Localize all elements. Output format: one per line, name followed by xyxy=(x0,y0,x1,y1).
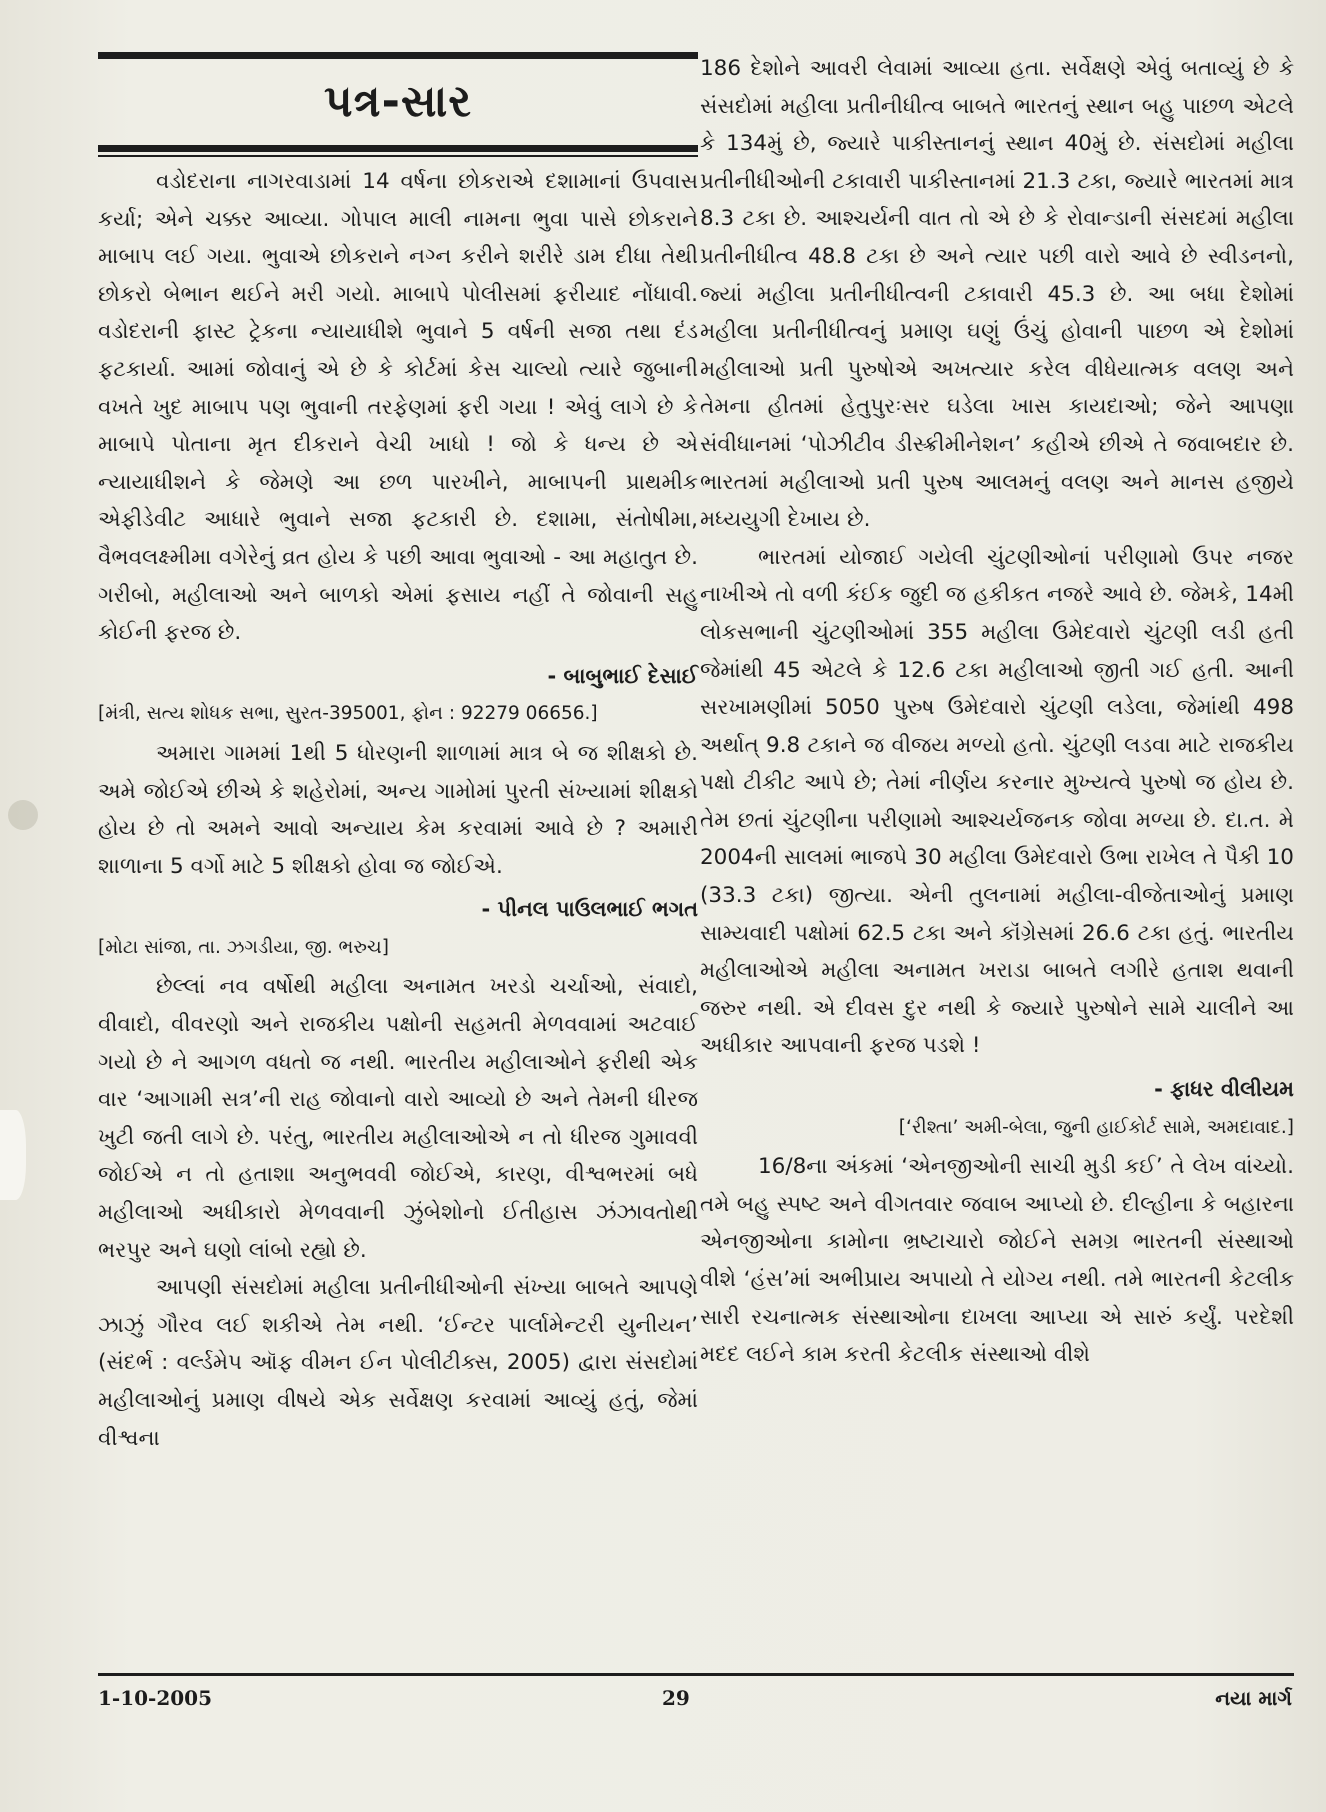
letter-body: અમારા ગામમાં 1થી 5 ધોરણની શાળામાં માત્ર બે જ શીક્ષકો છે. અમે જોઈએ છીએ કે શહેરોમાં, અન્ય ગામોમાં પુરતી સંખ્યામાં શીક્ષકો હોય છે તો અમને આવો અન્યાય કેમ કરવામાં આવે છે ? અમારી શાળાના 5 વર્ગો માટે 5 શીક્ષકો હોવા જ જોઈએ. xyxy=(98,740,698,879)
letter-signature: - ફાધર વીલીયમ xyxy=(1154,1077,1294,1102)
letter-body: છેલ્લાં નવ વર્ષોથી મહીલા અનામત ખરડો ચર્ચાઓ, સંવાદો, વીવાદો, વીવરણો અને રાજકીય પક્ષોની સહમતી મેળવવામાં અટવાઈ ગયો છે ને આગળ વધતો જ નથી. ભારતીય મહીલાઓને ફરીથી એક વાર ‘આગામી સત્ર’ની રાહ જોવાનો વારો આવ્યો છે અને તેમની ધીરજ ખુટી જતી લાગે છે. પરંતુ, ભારતીય મહીલાઓએ ન તો ધીરજ ગુમાવવી જોઈએ ન તો હતાશા અનુભવવી જોઈએ, કારણ, વીશ્વભરમાં બધે મહીલાઓ અધીકારો મેળવવાની ઝુંબેશોનો ઈતીહાસ ઝંઝાવતોથી ભરપુર અને ઘણો લાંબો રહ્યો છે. xyxy=(98,974,698,1263)
letter-address: [‘રીશ્તા’ અમી-બેલા, જુની હાઈકોર્ટ સામે, અમદાવાદ.] xyxy=(898,1116,1294,1138)
paper-stain xyxy=(8,800,38,830)
letter-body: વડોદરાના નાગરવાડામાં 14 વર્ષના છોકરાએ દશામાનાં ઉપવાસ કર્યા; એને ચક્કર આવ્યા. ગોપાલ માલી નામના ભુવા પાસે છોકરાને માબાપ લઈ ગયા. ભુવાએ છોકરાને નગ્ન કરીને શરીરે ડામ દીધા તેથી છોકરો બેભાન થઈને મરી ગયો. માબાપે પોલીસમાં ફરીયાદ નોંધાવી. વડોદરાની ફાસ્ટ ટ્રેકના ન્યાયાધીશે ભુવાને 5 વર્ષની સજા તથા દંડ ફટકાર્યા. આમાં જોવાનું એ છે કે કોર્ટમાં કેસ ચાલ્યો ત્યારે જુબાની વખતે ખુદ માબાપ પણ ભુવાની તરફેણમાં ફરી ગયા ! એવું લાગે છે કે માબાપે પોતાના મૃત દીકરાને વેચી ખાધો ! જો કે ધન્ય છે એ ન્યાયાધીશને કે જેમણે આ છળ પારખીને, માબાપની પ્રાથમીક એફીડેવીટ આધારે ભુવાને સજા ફટકારી છે. દશામા, સંતોષીમા, વૈભવલક્ષ્મીમા વગેરેનું વ્રત હોય કે પછી આવા ભુવાઓ - આ મહાતુત છે. ગરીબો, મહીલાઓ અને બાળકો એમાં ફસાય નહીં તે જોવાની સહુ કોઈની ફરજ છે. xyxy=(98,169,698,646)
letter-signature: - બાબુભાઈ દેસાઈ xyxy=(547,663,698,688)
letter-body: આપણી સંસદોમાં મહીલા પ્રતીનીધીઓની સંખ્યા બાબતે આપણે ઝાઝું ગૌરવ લઈ શકીએ તેમ નથી. ‘ઈન્ટર પાર્લામેન્ટરી યુનીયન’ (સંદર્ભ : વર્લ્ડમેપ ઑફ વીમન ઈન પોલીટીક્સ, 2005) દ્વારા સંસદોમાં મહીલાઓનું પ્રમાણ વીષયે એક સર્વેક્ષણ કરવામાં આવ્યું હતું, જેમાં વીશ્વના xyxy=(98,1275,698,1451)
magazine-name: નયા માર્ગ xyxy=(1215,1686,1292,1710)
letter-signature: - પીનલ પાઉલભાઈ ભગત xyxy=(481,897,698,922)
letter-body-continued: 186 દેશોને આવરી લેવામાં આવ્યા હતા. સર્વેક્ષણે એવું બતાવ્યું છે કે સંસદોમાં મહીલા પ્રતીનીધીત્વ બાબતે ભારતનું સ્થાન બહુ પાછળ એટલે કે 134મું છે, જ્યારે પાકીસ્તાનનું સ્થાન 40મું છે. સંસદોમાં મહીલા પ્રતીનીધીઓની ટકાવારી પાકીસ્તાનમાં 21.3 ટકા, જ્યારે ભારતમાં માત્ર 8.3 ટકા છે. આશ્ચર્યની વાત તો એ છે કે રોવાન્ડાની સંસદમાં મહીલા પ્રતીનીધીત્વ 48.8 ટકા છે અને ત્યાર પછી વારો આવે છે સ્વીડનનો, જ્યાં મહીલા પ્રતીનીધીત્વની ટકાવારી 45.3 છે. આ બધા દેશોમાં મહીલા પ્રતીનીધીત્વનું પ્રમાણ ઘણું ઉંચું હોવાની પાછળ એ દેશોમાં મહીલાઓ પ્રતી પુરુષોએ અખત્યાર કરેલ વીધેયાત્મક વલણ અને તેમના હીતમાં હેતુપુરઃસર ઘડેલા ખાસ કાયદાઓ; જેને આપણા સંવીધાનમાં ‘પોઝીટીવ ડીસ્ક્રીમીનેશન’ કહીએ છીએ તે જવાબદાર છે. ભારતમાં મહીલાઓ પ્રતી પુરુષ આલમનું વલણ અને માનસ હજીયે મધ્યયુગી દેખાય છે. xyxy=(700,56,1294,533)
letter-body: 16/8ના અંકમાં ‘એનજીઓની સાચી મુડી કઈ’ તે લેખ વાંચ્યો. તમે બહુ સ્પષ્ટ અને વીગતવાર જવાબ આપ્યો છે. દીલ્હીના કે બહારના એનજીઓના કામોના ભ્રષ્ટાચારો જોઈને સમગ્ર ભારતની સંસ્થાઓ વીશે ‘હંસ’માં અભીપ્રાય અપાયો તે યોગ્ય નથી. તમે ભારતની કેટલીક સારી રચનાત્મક સંસ્થાઓના દાખલા આપ્યા એ સારું કર્યું. પરદેશી મદદ લઈને કામ કરતી કેટલીક સંસ્થાઓ વીશે xyxy=(700,1154,1294,1368)
right-column xyxy=(700,50,1294,1374)
issue-date: 1-10-2005 xyxy=(98,1686,213,1710)
letter-address: [મોટા સાંજા, તા. ઝગડીયા, જી. ભરુચ] xyxy=(98,936,389,958)
page-number: 29 xyxy=(662,1686,690,1710)
letter-body: ભારતમાં યોજાઈ ગયેલી ચુંટણીઓનાં પરીણામો ઉપર નજર નાખીએ તો વળી કંઈક જુદી જ હકીકત નજરે આવે છે. જેમકે, 14મી લોકસભાની ચુંટણીઓમાં 355 મહીલા ઉમેદવારો ચુંટણી લડી હતી જેમાંથી 45 એટલે કે 12.6 ટકા મહીલાઓ જીતી ગઈ હતી. આની સરખામણીમાં 5050 પુરુષ ઉમેદવારો ચુંટણી લડેલા, જેમાંથી 498 અર્થાત્ 9.8 ટકાને જ વીજય મળ્યો હતો. ચુંટણી લડવા માટે રાજકીય પક્ષો ટીકીટ આપે છે; તેમાં નીર્ણય કરનાર મુખ્યત્વે પુરુષો જ હોય છે. તેમ છતાં ચુંટણીના પરીણામો આશ્ચર્યજનક જોવા મળ્યા છે. દા.ત. મે 2004ની સાલમાં ભાજપે 30 મહીલા ઉમેદવારો ઉભા રાખેલ તે પૈકી 10 (33.3 ટકા) જીત્યા. એની તુલનામાં મહીલા-વીજેતાઓનું પ્રમાણ સામ્યવાદી પક્ષોમાં 62.5 ટકા અને કૉંગ્રેસમાં 26.6 ટકા હતું. ભારતીય મહીલાઓએ મહીલા અનામત ખરાડા બાબતે લગીરે હતાશ થવાની જરુર નથી. એ દીવસ દુર નથી કે જ્યારે પુરુષોને સામે ચાલીને આ અધીકાર આપવાની ફરજ પડશે ! xyxy=(700,544,1294,1059)
section-title: પત્ર-સાર xyxy=(323,76,473,127)
section-header xyxy=(98,52,698,157)
left-column xyxy=(98,52,698,1457)
letter-address: [મંત્રી, સત્ય શોધક સભા, સુરત-395001, ફોન : 92279 06656.] xyxy=(98,703,598,725)
header-rule-top xyxy=(98,52,698,59)
header-rule-thin xyxy=(98,155,698,157)
header-rule-bottom xyxy=(98,145,698,152)
paper-stain xyxy=(0,1110,26,1200)
footer-rule xyxy=(98,1673,1294,1676)
